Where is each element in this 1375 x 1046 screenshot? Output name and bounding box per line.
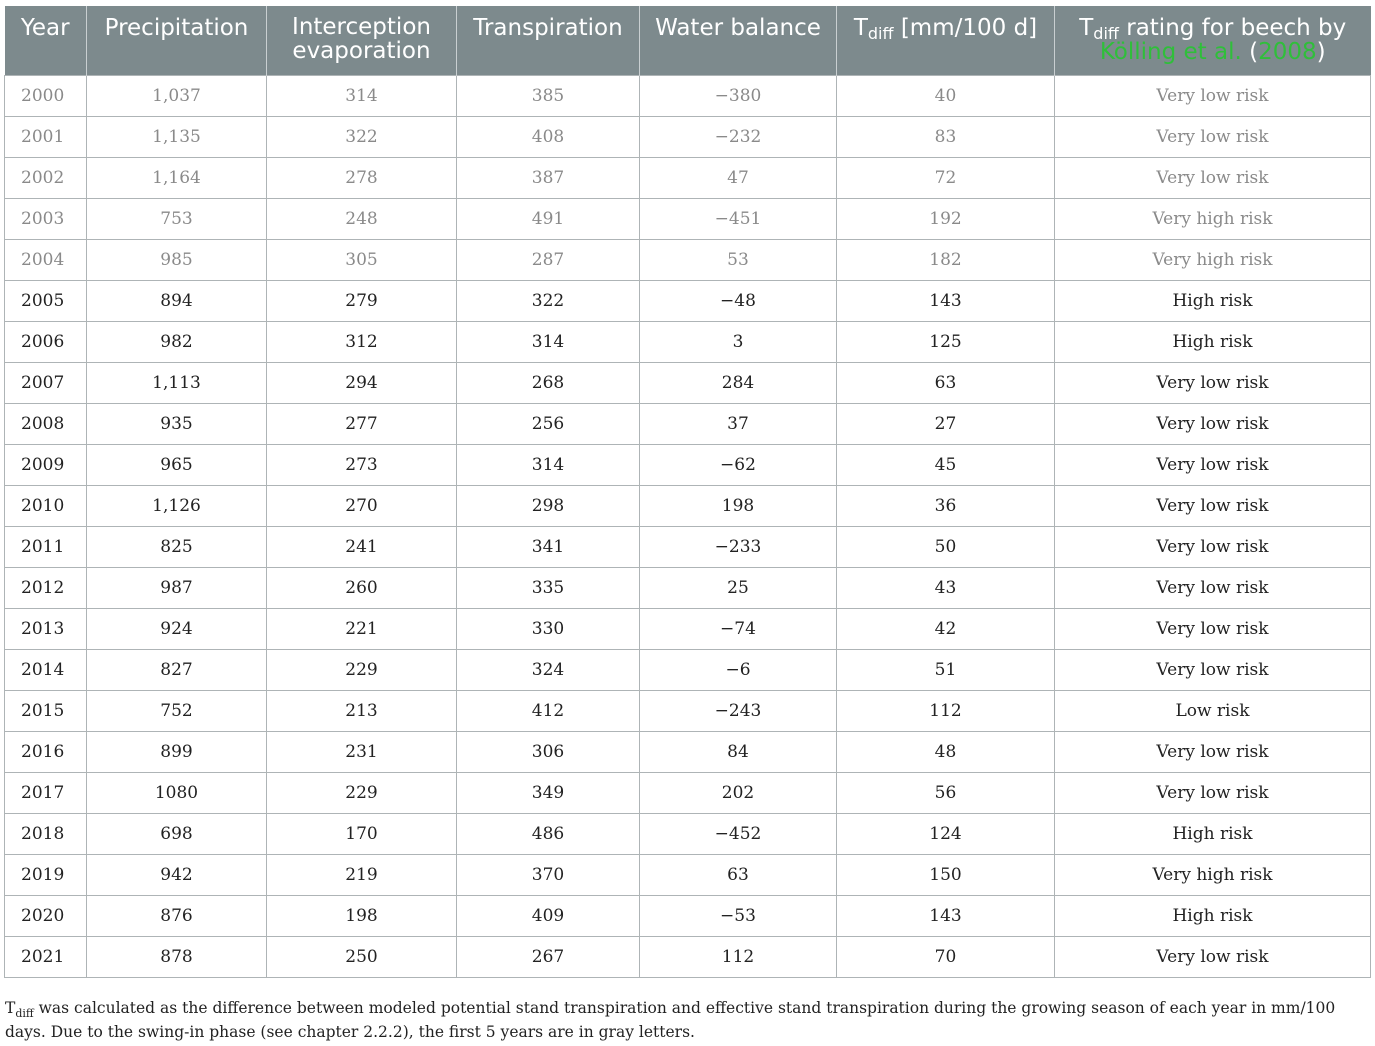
cell-year: 2020 [5,895,87,936]
cell-rating: High risk [1055,321,1371,362]
cell-transpiration: 335 [457,567,640,608]
cell-transpiration: 314 [457,444,640,485]
cell-tdiff: 45 [837,444,1055,485]
cell-interception: 322 [267,116,457,157]
table-row [5,731,1371,772]
cell-tdiff: 43 [837,567,1055,608]
cell-interception: 221 [267,608,457,649]
cell-interception: 229 [267,772,457,813]
cell-tdiff: 50 [837,526,1055,567]
cell-precipitation: 894 [87,280,267,321]
cell-interception: 231 [267,731,457,772]
cell-tdiff: 143 [837,280,1055,321]
cell-interception: 278 [267,157,457,198]
cell-year: 2004 [5,239,87,280]
cell-rating: Very low risk [1055,362,1371,403]
cell-precipitation: 1080 [87,772,267,813]
cell-transpiration: 408 [457,116,640,157]
cell-year: 2017 [5,772,87,813]
cell-year: 2019 [5,854,87,895]
cell-water-balance: 37 [640,403,837,444]
cell-rating: Low risk [1055,690,1371,731]
cell-tdiff: 112 [837,690,1055,731]
table-row [5,116,1371,157]
cell-interception: 314 [267,75,457,116]
cell-precipitation: 1,037 [87,75,267,116]
cell-water-balance: 202 [640,772,837,813]
cell-water-balance: −74 [640,608,837,649]
cell-rating: Very high risk [1055,239,1371,280]
cell-tdiff: 42 [837,608,1055,649]
cell-water-balance: 284 [640,362,837,403]
cell-interception: 250 [267,936,457,977]
cell-water-balance: 63 [640,854,837,895]
cell-water-balance: −53 [640,895,837,936]
table-row [5,157,1371,198]
cell-tdiff: 51 [837,649,1055,690]
cell-interception: 294 [267,362,457,403]
cell-water-balance: −62 [640,444,837,485]
cell-transpiration: 324 [457,649,640,690]
cell-tdiff: 83 [837,116,1055,157]
cell-rating: Very high risk [1055,854,1371,895]
cell-transpiration: 256 [457,403,640,444]
cell-precipitation: 698 [87,813,267,854]
cell-precipitation: 985 [87,239,267,280]
cell-interception: 270 [267,485,457,526]
cell-rating: Very low risk [1055,567,1371,608]
cell-transpiration: 322 [457,280,640,321]
cell-precipitation: 825 [87,526,267,567]
cell-year: 2002 [5,157,87,198]
table-row [5,485,1371,526]
cell-transpiration: 370 [457,854,640,895]
cell-water-balance: 112 [640,936,837,977]
table-row [5,649,1371,690]
cell-precipitation: 942 [87,854,267,895]
cell-transpiration: 486 [457,813,640,854]
table-row [5,403,1371,444]
cell-water-balance: −452 [640,813,837,854]
cell-precipitation: 753 [87,198,267,239]
cell-rating: Very low risk [1055,116,1371,157]
header-year: Year [5,6,87,75]
cell-water-balance: −243 [640,690,837,731]
cell-tdiff: 70 [837,936,1055,977]
table-row [5,936,1371,977]
cell-year: 2009 [5,444,87,485]
cell-water-balance: 25 [640,567,837,608]
cell-tdiff: 40 [837,75,1055,116]
table-body [5,75,1371,977]
cell-transpiration: 330 [457,608,640,649]
header-row [5,6,1371,75]
cell-rating: High risk [1055,280,1371,321]
cell-precipitation: 899 [87,731,267,772]
cell-tdiff: 56 [837,772,1055,813]
reference-link-kolling[interactable]: Kölling et al. [1099,39,1242,65]
cell-year: 2008 [5,403,87,444]
cell-interception: 198 [267,895,457,936]
cell-transpiration: 267 [457,936,640,977]
table-row [5,362,1371,403]
cell-transpiration: 268 [457,362,640,403]
cell-interception: 277 [267,403,457,444]
cell-water-balance: 53 [640,239,837,280]
table-row [5,772,1371,813]
cell-year: 2003 [5,198,87,239]
cell-year: 2018 [5,813,87,854]
cell-year: 2013 [5,608,87,649]
data-table-container [4,6,1370,978]
cell-water-balance: −451 [640,198,837,239]
cell-tdiff: 27 [837,403,1055,444]
cell-tdiff: 124 [837,813,1055,854]
cell-rating: Very low risk [1055,485,1371,526]
cell-interception: 260 [267,567,457,608]
cell-year: 2014 [5,649,87,690]
cell-water-balance: 3 [640,321,837,362]
table-footnote: $T_{diff}$ was calculated as the difference between modeled potential stand transpiration and effective stand transpiration during the growing season of each year in mm/100 days. Due to the swing-in phase (see chapter 2.2.2), the first 5 years are in gray letters. [5,999,1336,1041]
cell-transpiration: 387 [457,157,640,198]
cell-year: 2016 [5,731,87,772]
header-tdiff: $T_{diff}$ [mm/100 d] [837,6,1055,75]
cell-rating: Very high risk [1055,198,1371,239]
header-transpiration: Transpiration [457,6,640,75]
cell-transpiration: 491 [457,198,640,239]
cell-interception: 273 [267,444,457,485]
cell-precipitation: 935 [87,403,267,444]
table-row [5,854,1371,895]
table-row [5,75,1371,116]
cell-precipitation: 1,126 [87,485,267,526]
cell-precipitation: 982 [87,321,267,362]
table-row [5,198,1371,239]
cell-water-balance: 198 [640,485,837,526]
cell-year: 2011 [5,526,87,567]
cell-precipitation: 924 [87,608,267,649]
cell-year: 2006 [5,321,87,362]
cell-precipitation: 987 [87,567,267,608]
cell-interception: 219 [267,854,457,895]
cell-rating: High risk [1055,813,1371,854]
cell-precipitation: 827 [87,649,267,690]
cell-water-balance: −6 [640,649,837,690]
header-interception-evaporation: Interception evaporation [267,6,457,75]
cell-year: 2005 [5,280,87,321]
cell-transpiration: 341 [457,526,640,567]
cell-tdiff: 72 [837,157,1055,198]
table-row [5,444,1371,485]
cell-year: 2000 [5,75,87,116]
table-row [5,526,1371,567]
header-water-balance: Water balance [640,6,837,75]
cell-tdiff: 182 [837,239,1055,280]
cell-rating: Very low risk [1055,608,1371,649]
cell-interception: 305 [267,239,457,280]
cell-tdiff: 48 [837,731,1055,772]
cell-precipitation: 1,164 [87,157,267,198]
cell-water-balance: −233 [640,526,837,567]
cell-rating: High risk [1055,895,1371,936]
cell-transpiration: 306 [457,731,640,772]
cell-transpiration: 412 [457,690,640,731]
table-row [5,239,1371,280]
cell-tdiff: 125 [837,321,1055,362]
table-row [5,280,1371,321]
cell-year: 2010 [5,485,87,526]
cell-transpiration: 287 [457,239,640,280]
cell-transpiration: 409 [457,895,640,936]
cell-tdiff: 150 [837,854,1055,895]
cell-water-balance: 47 [640,157,837,198]
cell-tdiff: 63 [837,362,1055,403]
table-row [5,608,1371,649]
cell-rating: Very low risk [1055,157,1371,198]
cell-interception: 248 [267,198,457,239]
cell-year: 2012 [5,567,87,608]
cell-transpiration: 385 [457,75,640,116]
cell-water-balance: 84 [640,731,837,772]
table-row [5,895,1371,936]
cell-year: 2007 [5,362,87,403]
table-row [5,813,1371,854]
cell-rating: Very low risk [1055,75,1371,116]
cell-transpiration: 298 [457,485,640,526]
cell-interception: 213 [267,690,457,731]
cell-interception: 312 [267,321,457,362]
cell-year: 2021 [5,936,87,977]
cell-water-balance: −48 [640,280,837,321]
cell-rating: Very low risk [1055,444,1371,485]
cell-rating: Very low risk [1055,772,1371,813]
cell-tdiff: 143 [837,895,1055,936]
cell-year: 2015 [5,690,87,731]
cell-interception: 241 [267,526,457,567]
cell-water-balance: −232 [640,116,837,157]
cell-water-balance: −380 [640,75,837,116]
table-row [5,321,1371,362]
cell-rating: Very low risk [1055,649,1371,690]
cell-rating: Very low risk [1055,403,1371,444]
cell-rating: Very low risk [1055,731,1371,772]
cell-precipitation: 965 [87,444,267,485]
cell-tdiff: 36 [837,485,1055,526]
cell-interception: 170 [267,813,457,854]
cell-transpiration: 349 [457,772,640,813]
cell-precipitation: 1,113 [87,362,267,403]
cell-rating: Very low risk [1055,526,1371,567]
cell-interception: 229 [267,649,457,690]
cell-year: 2001 [5,116,87,157]
cell-rating: Very low risk [1055,936,1371,977]
cell-precipitation: 876 [87,895,267,936]
cell-precipitation: 878 [87,936,267,977]
cell-precipitation: 752 [87,690,267,731]
reference-link-year[interactable]: 2008 [1258,39,1317,65]
header-precipitation: Precipitation [87,6,267,75]
header-tdiff-rating: $T_{diff}$ rating for beech by Kölling et al. (2008) [1055,6,1371,75]
table-row [5,567,1371,608]
cell-interception: 279 [267,280,457,321]
table-row [5,690,1371,731]
cell-tdiff: 192 [837,198,1055,239]
cell-precipitation: 1,135 [87,116,267,157]
water-balance-table [4,6,1371,978]
cell-transpiration: 314 [457,321,640,362]
